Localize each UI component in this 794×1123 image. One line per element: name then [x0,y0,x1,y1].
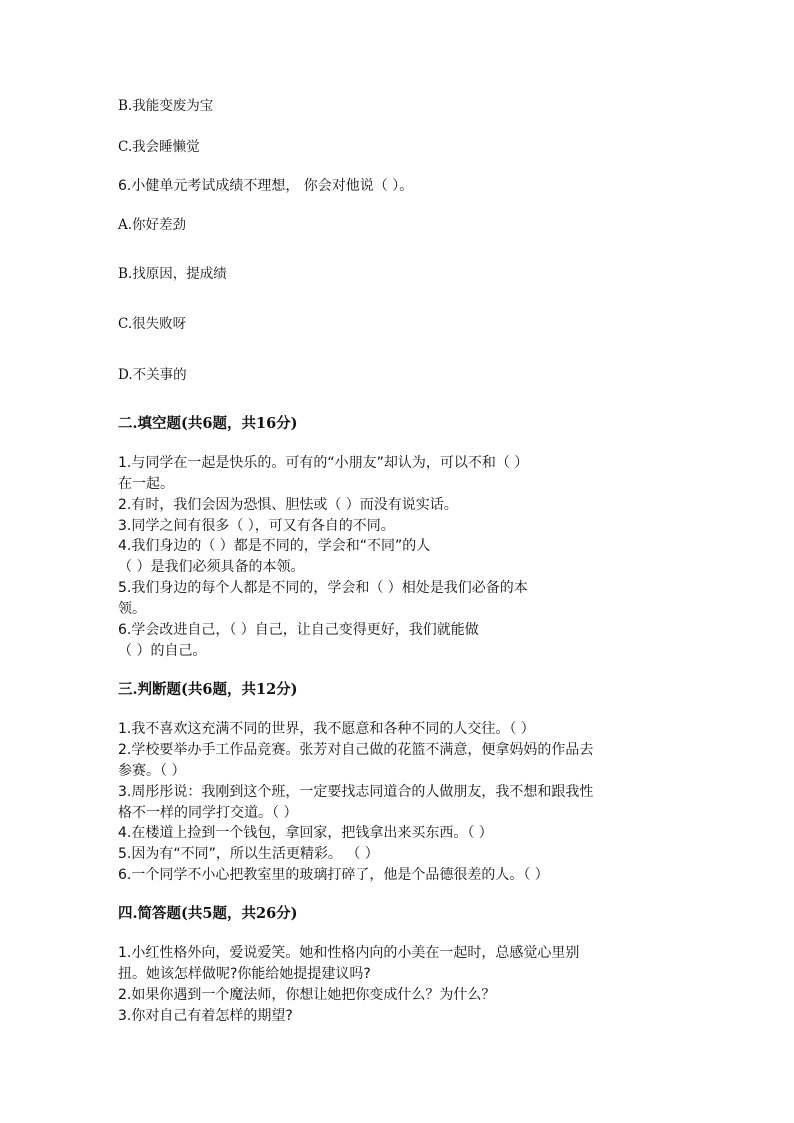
fill-line: 领。 [118,601,146,617]
q6-stem: 6.小健单元考试成绩不理想， 你会对他说（ ）。 [118,178,414,194]
section4-heading: 四.简答题(共5题，共26分) [118,905,298,922]
fill-line: 5.我们身边的每个人都是不同的，学会和（ ）相处是我们必备的本 [118,580,528,596]
short-answer-line: 1.小红性格外向，爱说爱笑。她和性格内向的小美在一起时，总感觉心里别 [118,945,580,961]
fill-line: （ ）是我们必须具备的本领。 [118,559,305,575]
q6-option-b: B.找原因，提成绩 [118,266,227,282]
fill-line: 2.有时，我们会因为恐惧、胆怯或（ ）而没有说实话。 [118,497,458,513]
short-answer-line: 3.你对自己有着怎样的期望? [118,1008,293,1024]
fill-line: 3.同学之间有很多（ ），可又有各自的不同。 [118,518,395,534]
judge-line: 4.在楼道上捡到一个钱包，拿回家，把钱拿出来买东西。（ ） [118,825,493,841]
judge-line: 6.一个同学不小心把教室里的玻璃打碎了，他是个品德很差的人。（ ） [118,867,549,883]
section3-heading: 三.判断题(共6题，共12分) [118,681,298,698]
q6-option-a: A.你好差劲 [118,217,187,233]
q5-option-b: B.我能变废为宝 [118,98,214,114]
q5-option-c: C.我会睡懒觉 [118,139,200,155]
judge-line: 5.因为有“不同”，所以生活更精彩。 （ ） [118,846,379,862]
judge-line: 2.学校要举办手工作品竞赛。张芳对自己做的花篮不满意，便拿妈妈的作品去 [118,742,594,758]
judge-line: 参赛。（ ） [118,763,186,779]
short-answer-line: 2.如果你遇到一个魔法师，你想让她把你变成什么？为什么？ [118,987,496,1003]
fill-line: （ ）的自己。 [118,643,207,659]
fill-line: 6.学会改进自己，（ ）自己，让自己变得更好，我们就能做 [118,622,479,638]
fill-line: 在一起。 [118,476,174,492]
fill-line: 4.我们身边的（ ）都是不同的，学会和“不同”的人 [118,538,431,554]
fill-line: 1.与同学在一起是快乐的。可有的“小朋友”却认为，可以不和（ ） [118,455,529,471]
section2-heading: 二.填空题(共6题，共16分) [118,415,298,432]
judge-line: 1.我不喜欢这充满不同的世界，我不愿意和各种不同的人交往。（ ） [118,721,535,737]
judge-line: 3.周彤彤说：我刚到这个班，一定要找志同道合的人做朋友，我不想和跟我性 [118,784,594,800]
q6-option-c: C.很失败呀 [118,316,187,332]
judge-line: 格不一样的同学打交道。（ ） [118,805,298,821]
q6-option-d: D.不关事的 [118,367,187,383]
short-answer-line: 扭。她该怎样做呢?你能给她提提建议吗? [118,966,371,982]
